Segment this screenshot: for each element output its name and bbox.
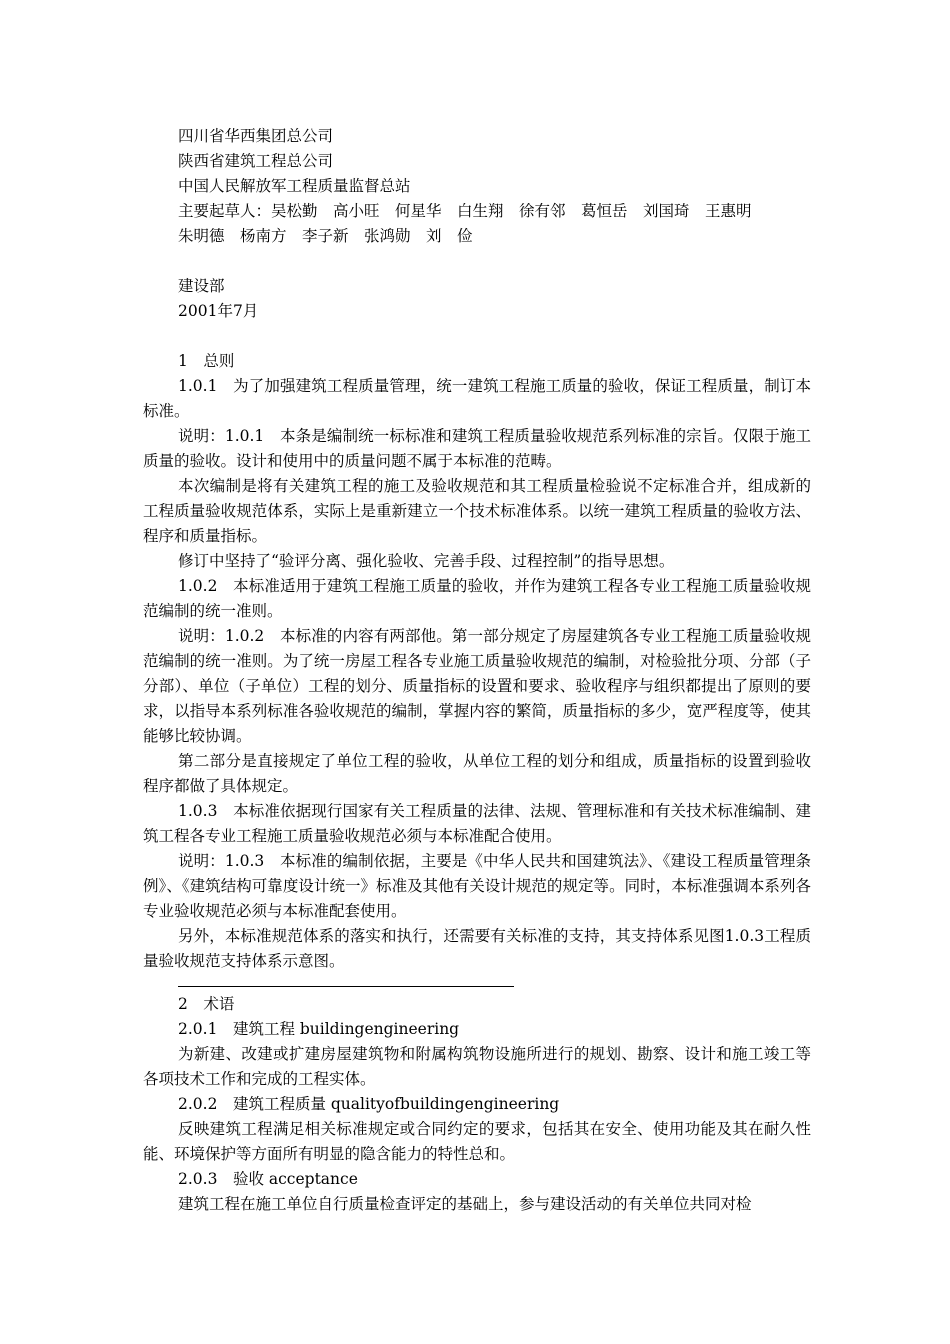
- term-2-0-3-title: 2.0.3 验收 acceptance: [178, 1170, 358, 1188]
- note-1-0-1-principle: 修订中坚持了“验评分离、强化验收、完善手段、过程控制”的指导思想。: [178, 552, 675, 570]
- term-2-0-1-definition: 为新建、改建或扩建房屋建筑物和附属构筑物设施所进行的规划、勘察、设计和施工竣工等各项技术工作和完成的工程实体。: [143, 1045, 811, 1088]
- term-2-0-1-title: 2.0.1 建筑工程 buildingengineering: [178, 1020, 460, 1038]
- section-2-title: 2 术语: [178, 995, 235, 1013]
- issue-date: 2001年7月: [178, 302, 259, 320]
- clause-1-0-2: 1.0.2 本标准适用于建筑工程施工质量的验收，并作为建筑工程各专业工程施工质量验收规范编制的统一准则。: [143, 577, 811, 620]
- issuer: 建设部: [178, 277, 225, 295]
- org-line-2: 陕西省建筑工程总公司: [178, 152, 334, 170]
- clause-1-0-1: 1.0.1 为了加强建筑工程质量管理，统一建筑工程施工质量的验收，保证工程质量，制订本标准。: [143, 377, 811, 420]
- drafters-line-1: 主要起草人：吴松勤 高小旺 何星华 白生翔 徐有邻 葛恒岳 刘国琦 王惠明: [178, 202, 752, 220]
- document-page: [143, 124, 811, 1217]
- section-divider: [178, 986, 514, 987]
- note-1-0-1-cont: 本次编制是将有关建筑工程的施工及验收规范和其工程质量检验说不定标准合并，组成新的工程质量验收规范体系，实际上是重新建立一个技术标准体系。以统一建筑工程质量的验收方法、程序和质量指标。: [143, 477, 811, 545]
- drafters-line-2: 朱明德 杨南方 李子新 张鸿勋 刘 俭: [178, 227, 473, 245]
- note-1-0-3: 说明：1.0.3 本标准的编制依据，主要是《中华人民共和国建筑法》、《建设工程质量管理条例》、《建筑结构可靠度设计统一》标准及其他有关设计规范的规定等。同时，本标准强调本系列各专业验收规范必须与本标准配套使用。: [143, 852, 811, 920]
- note-1-0-2-cont: 第二部分是直接规定了单位工程的验收，从单位工程的划分和组成，质量指标的设置到验收程序都做了具体规定。: [143, 752, 811, 795]
- term-2-0-2-definition: 反映建筑工程满足相关标准规定或合同约定的要求，包括其在安全、使用功能及其在耐久性能、环境保护等方面所有明显的隐含能力的特性总和。: [143, 1120, 811, 1163]
- note-1-0-1: 说明：1.0.1 本条是编制统一标标准和建筑工程质量验收规范系列标准的宗旨。仅限于施工质量的验收。设计和使用中的质量问题不属于本标准的范畴。: [143, 427, 811, 470]
- section-1-title: 1 总则: [178, 352, 235, 370]
- note-1-0-2: 说明：1.0.2 本标准的内容有两部他。第一部分规定了房屋建筑各专业工程施工质量验收规范编制的统一准则。为了统一房屋工程各专业施工质量验收规范的编制，对检验批分项、分部（子分部）、单位（子单位）工程的划分、质量指标的设置和要求、验收程序与组织都提出了原则的要求，以指导本系列标准各验收规范的编制，掌握内容的繁简，质量指标的多少，宽严程度等，使其能够比较协调。: [143, 627, 811, 745]
- term-2-0-2-title: 2.0.2 建筑工程质量 qualityofbuildingengineering: [178, 1095, 560, 1113]
- spacer: [143, 324, 811, 349]
- term-2-0-3-definition: 建筑工程在施工单位自行质量检查评定的基础上，参与建设活动的有关单位共同对检: [178, 1195, 752, 1213]
- clause-1-0-3: 1.0.3 本标准依据现行国家有关工程质量的法律、法规、管理标准和有关技术标准编制、建筑工程各专业工程施工质量验收规范必须与本标准配合使用。: [143, 802, 811, 845]
- org-line-1: 四川省华西集团总公司: [178, 127, 334, 145]
- note-1-0-3-cont: 另外，本标准规范体系的落实和执行，还需要有关标准的支持，其支持体系见图1.0.3工程质量验收规范支持体系示意图。: [143, 927, 811, 970]
- org-line-3: 中国人民解放军工程质量监督总站: [178, 177, 411, 195]
- spacer: [143, 249, 811, 274]
